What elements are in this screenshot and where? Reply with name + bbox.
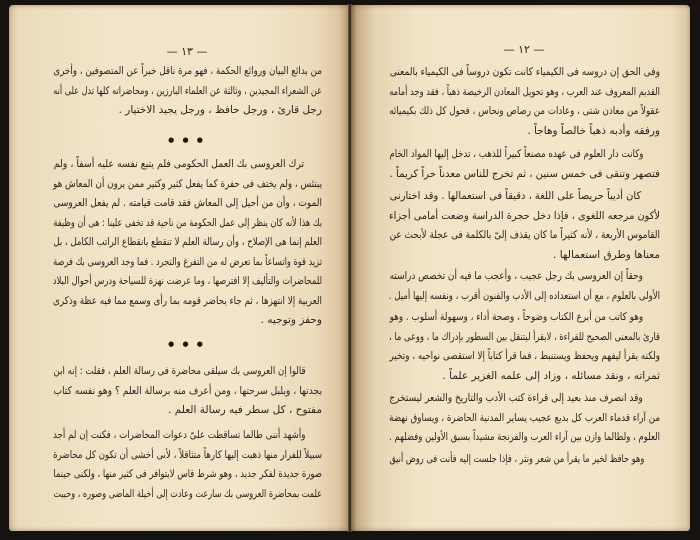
- text-line: عن الشعراء المجيدين ، وثالثة عن العلماء البارزين ، ومحاضراته كلها تدل على أنه: [53, 84, 322, 97]
- text-line: وحفز وتوجيه .: [260, 314, 322, 326]
- text-line: يبتئس ، ولم يختف فى حفرة كما يفعل كثير وكثير ممن يرون أن المعاش هو: [53, 177, 322, 190]
- page-number: — ١٢ —: [503, 43, 545, 56]
- text-line: قالوا إن العروسى بك سيلقى محاضرة فى رسالة العلم ، فقلت : إنه ابن: [53, 365, 306, 377]
- text-line: تزيد قوة واتساعاً بما تعرض له من التفرغ والتجرد . فما وجد العروسى بك فرصة: [53, 255, 322, 268]
- text-line: وهو حافظ لخير ما يقرأ من شعر ونثر ، فإذا جلست إليه فأنت فى روض أنيق: [389, 453, 645, 465]
- text-line: قارئ بالمعنى الصحيح للقراءة ، لايقرأ ليتنقل بين السطور بإدراك ما ، ووعى ما ،: [389, 330, 660, 343]
- text-line: وأشهد أننى طالما تساقطت علىّ دعوات المحاضرات ، فكنت إن لم أجد: [52, 429, 306, 441]
- paragraph: [388, 267, 660, 306]
- text-line: ترك العروسى بك العمل الحكومى فلم يتبع نفسه عليه أسفاً ، ولم: [53, 158, 305, 170]
- page-number: — ١٣ —: [166, 45, 208, 58]
- text-line: العلم إنما هى الإصلاح ، وأن رسالة العلم لا تنقطع بانقطاع الراتب الكامل ، بل: [53, 236, 322, 248]
- paragraph: [388, 450, 660, 470]
- text-line: الأولى بالعلوم ، مع أن استعداده إلى الأدب والفنون أقرب ، ونفسه إليها أميل .: [388, 289, 660, 302]
- text-line: صورة جديدة لفكر جديد ، وهو شرط قاس لايتوافر فى كثير منها ، ولكنى حينما: [53, 468, 322, 480]
- text-line: وهو كاتب من أبرع الكتاب وضوحاً ، وصحة أداء ، وسهولة أسلوب . وهو: [389, 311, 644, 323]
- text-line: علمت بمحاضرة العروسى بك سارعت وعادت إلى أخيلة الماضى وصوره ، وحببت: [53, 487, 322, 500]
- section-separator: ● ● ●: [168, 340, 206, 348]
- text-line: بك هذا لأنه كان ينظر إلى عمل الحكومة من ناحية قد تخفى علينا : هى أن وظيفة: [53, 216, 322, 229]
- text-line: العلوم ، ولطالما وازن بين آراء العرب والفرنجة مشيداً بسبق الأولين وفضلهم .: [389, 431, 660, 443]
- section-separator: ● ● ●: [168, 136, 206, 144]
- text-line: القاموس الأربعة ، لأنه كثيراً ما كان يقذف إلىّ بالكلمة فى عجلة لأبحث عن: [389, 229, 660, 241]
- text-line: ورفقه وأدبه ذهباً خالصاً وهاجاً .: [527, 124, 660, 137]
- paragraph: [388, 187, 660, 265]
- paragraph: [52, 62, 322, 121]
- text-line: رجل قارئ ، ورجل حافظ ، ورجل يجيد الاختيار .: [118, 104, 322, 116]
- text-line: وكانت دار العلوم فى عهده مصنعاً كبيراً للذهب ، تدخل إليها المواد الخام: [389, 148, 644, 160]
- text-line: سبيلاً للفرار منها ذهبت إليها كارهاً متثاقلاً ، لأنى أخشى أن تكون كل محاضرة: [53, 448, 322, 461]
- paragraph: [388, 308, 660, 386]
- text-line: ثمراته ، ونقد مسائله ، وزاد إلى علمه الغزير علماً .: [442, 369, 660, 382]
- text-line: للمحاضرات والتأليف إلا افترصها ، وما عرضت نهزة للسياحة ودرس أحوال البلاد: [52, 275, 322, 287]
- text-line: ولكنه يقرأ ليفهم ويحفظ ويستنبط ، فما قرأ كتاباً إلا استقصى نواحيه ، وتخير: [389, 350, 660, 362]
- text-line: القديم المعروف عند العرب ، وهو تحويل المعادن الرخيصة ذهباً ، فقد وجد أمامه: [389, 85, 660, 98]
- text-line: فتصهر وتنقى فى خمس سنين ، ثم تخرج للناس معدناً حراً كريماً .: [389, 167, 660, 180]
- paragraph: [52, 362, 322, 421]
- paragraph: [388, 389, 660, 448]
- right-page: [351, 5, 690, 531]
- paragraph: [388, 63, 660, 141]
- text-line: كان أديباً حريصاً على اللغة ، دقيقاً فى استعمالها . وقد اختارنى: [389, 190, 642, 202]
- text-line: الموت ، وأن من أحيل إلى المعاش فقد قامت قيامته . لم يفعل العروسى: [53, 197, 322, 209]
- text-line: بجدتها ، وبلبل سرحتها ، ومن أعرف منه برسالة العلم ؟ وهو نفسه كتاب: [53, 384, 322, 397]
- text-line: وقد انصرف منذ بعيد إلى قراءة كتب الأدب والتاريخ والشعر ليستخرج: [389, 392, 643, 404]
- paragraph: [52, 426, 322, 504]
- text-line: لأكون مرجعه اللغوى ، فإذا دخل حجرة الدراسة وضعت أمامى أجزاء: [389, 209, 660, 222]
- text-line: وفى الحق إن دروسه فى الكيمياء كانت تكون دروساً فى الكيمياء بالمعنى: [389, 66, 660, 78]
- text-line: العربية إلا انتهزها ، ثم جاء يحاضر قومه بما رأى وسمع مما فيه عظة وذكرى: [52, 294, 322, 307]
- left-page: [9, 5, 349, 531]
- text-line: من آراء قدماء العرب كل بديع عجيب يساير المدنية الحاضرة ، ويساوق نهضة: [389, 411, 660, 424]
- text-line: من بدائع البيان وروائع الحكمة ، فهو مرة ناقل خبراً عن المتصوفين ، وأخرى: [53, 65, 322, 77]
- paragraph: [52, 155, 322, 331]
- text-line: معناها وطرق استعمالها .: [553, 248, 660, 261]
- text-line: عقولاً من معادن شتى ، وعادات من رصاص ونحاس ، فحول كل ذلك بكيميائه: [389, 105, 660, 117]
- text-line: مفتوح ، كل سطر فيه رسالة العلم .: [168, 404, 322, 416]
- paragraph: [388, 145, 660, 184]
- text-line: وحقاً إن العروسى بك رجل عجيب ، وأعجب ما فيه أن تخصص دراسته: [389, 270, 643, 282]
